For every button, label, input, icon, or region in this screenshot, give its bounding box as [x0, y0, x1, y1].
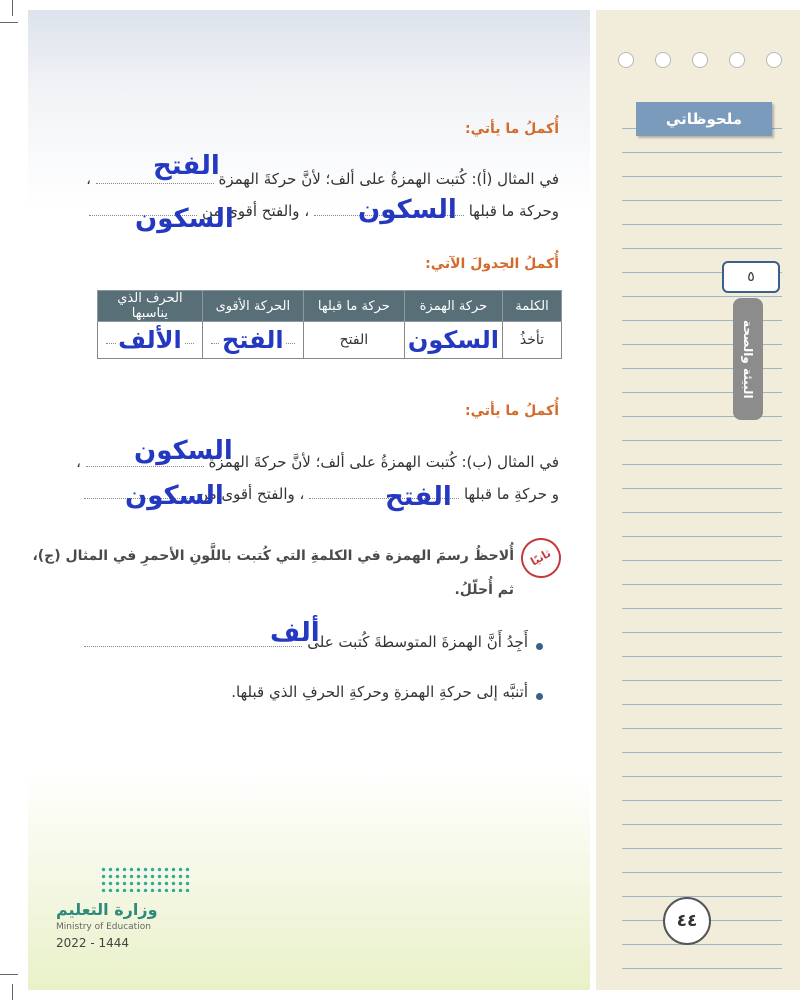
- sentence-text: في المثال (أ): كُتبت الهمزةُ على ألف؛ لأنَّ حركةَ الهمزة: [218, 170, 559, 188]
- handwritten-answer: الألف: [118, 326, 182, 354]
- sentence-text: ، والفتح أقوى من: [197, 485, 305, 503]
- table-heading: أُكملُ الجدولَ الآتي:: [425, 256, 559, 272]
- sentence-punct: ،: [76, 453, 81, 471]
- handwritten-answer: الفتح: [153, 151, 220, 181]
- handwritten-answer: ألف: [270, 618, 320, 648]
- bullet-line: أتنبَّه إلى حركةِ الهمزةِ وحركةِ الحرفِ الذي قبلها.: [231, 683, 528, 701]
- crop-mark: [0, 974, 18, 975]
- crop-mark: [12, 984, 13, 1000]
- bullet-point: [536, 693, 543, 700]
- notes-tab: ملحوظاتي: [636, 102, 772, 136]
- binder-hole: [729, 52, 745, 68]
- page-number: ٤٤: [663, 897, 711, 945]
- sentence-text: وحركة ما قبلها: [468, 202, 559, 220]
- handwritten-answer: السكون: [125, 481, 224, 511]
- handwritten-answer: السكون: [407, 326, 499, 354]
- binder-hole: [692, 52, 708, 68]
- sentence-text: أَجِدُ أَنَّ الهمزةَ المتوسطةَ كُتبت على: [307, 633, 528, 651]
- table-cell: [202, 322, 303, 359]
- ministry-logo-icon: [100, 866, 190, 892]
- table-header: الكلمة: [503, 291, 562, 322]
- handwritten-answer: السكون: [134, 436, 233, 466]
- answer-blank: [96, 183, 214, 184]
- bullet-point: [536, 643, 543, 650]
- section-heading: أُكملُ ما يأتي:: [464, 121, 559, 137]
- table-header: حركة ما قبلها: [303, 291, 404, 322]
- table-row: [98, 322, 562, 359]
- section-heading: أُكملُ ما يأتي:: [464, 403, 559, 419]
- ministry-name-arabic: وزارة التعليم: [56, 900, 158, 919]
- section-badge: ثانيًا: [514, 531, 569, 586]
- unit-side-label: البيئة والصحة: [733, 298, 763, 420]
- answer-blank: [86, 466, 204, 467]
- handwritten-answer: السكون: [135, 204, 234, 234]
- binder-hole: [655, 52, 671, 68]
- sentence-text: في المثال (ب): كُتبت الهمزةُ على ألف؛ لأنَّ حركةَ الهمزة: [208, 453, 559, 471]
- edition-year: 2022 - 1444: [56, 936, 130, 950]
- table-cell: تأخذُ: [503, 322, 562, 359]
- table-cell: الفتح: [303, 322, 404, 359]
- table-header: الحركة الأقوى: [202, 291, 303, 322]
- handwritten-answer: الفتح: [222, 326, 284, 354]
- crop-mark: [0, 22, 18, 23]
- table-cell: [98, 322, 203, 359]
- sentence-text: ، والفتح أقوى من: [201, 202, 310, 220]
- instruction-line: ثم أُحلّلُ.: [454, 582, 514, 598]
- handwritten-answer: السكون: [358, 195, 457, 225]
- instruction-line: أُلاحظُ رسمَ الهمزة في الكلمةِ التي كُتبت باللَّونِ الأحمرِ في المثال (ج)،: [32, 548, 514, 564]
- lesson-number: ٥: [722, 261, 780, 293]
- table-header: حركة الهمزة: [404, 291, 502, 322]
- ministry-name-english: Ministry of Education: [56, 922, 151, 932]
- hamza-table: [97, 290, 562, 359]
- binder-hole: [766, 52, 782, 68]
- sentence-punct: ،: [86, 170, 91, 188]
- binder-hole: [618, 52, 634, 68]
- sentence-text: و حركةِ ما قبلها: [463, 485, 559, 503]
- handwritten-answer: الفتح: [385, 482, 452, 512]
- table-cell: [404, 322, 502, 359]
- crop-mark: [12, 0, 13, 16]
- notes-margin: [596, 10, 800, 990]
- table-header: الحرف الذي يناسبها: [98, 291, 203, 322]
